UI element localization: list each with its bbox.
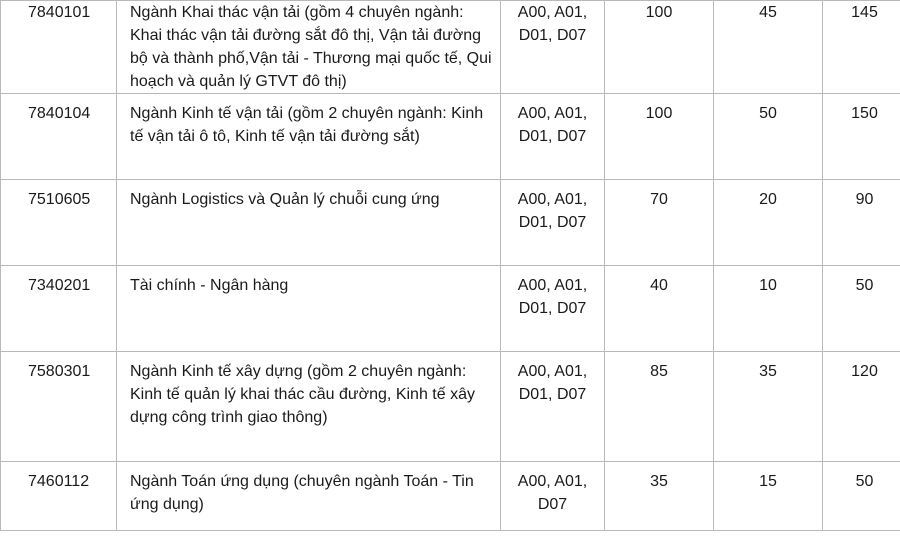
major-name-cell: Tài chính - Ngân hàng [117,266,501,352]
subject-combination-line: A00, A01, [517,473,588,490]
subject-combination-cell [501,266,605,352]
major-code-cell: 7460112 [1,462,117,531]
major-code-cell: 7340201 [1,266,117,352]
quota-cell: 100 [605,1,714,94]
total-quota-cell: 150 [823,94,900,180]
subject-combination-line: D01, D07 [518,386,587,403]
subject-combination-cell [501,352,605,462]
subject-combination-cell [501,462,605,531]
subject-combination-line: A00, A01, [517,277,588,294]
total-quota-cell: 145 [823,1,900,94]
subject-combination-line: D01, D07 [518,214,587,231]
subject-combination-cell [501,1,605,94]
subject-combination-line: A00, A01, [517,4,588,21]
subject-combination-line: A00, A01, [517,105,588,122]
quota-cell: 50 [714,94,823,180]
quota-cell: 85 [605,352,714,462]
major-code-cell: 7510605 [1,180,117,266]
major-name-cell: Ngành Toán ứng dụng (chuyên ngành Toán - Tin ứng dụng) [117,462,501,531]
table-row [1,266,900,352]
subject-combination-cell [501,180,605,266]
major-name-cell: Ngành Kinh tế vận tải (gồm 2 chuyên ngành: Kinh tế vận tải ô tô, Kinh tế vận tải đường sắt) [117,94,501,180]
table-row [1,352,900,462]
subject-combination-line: D01, D07 [518,128,587,145]
quota-cell: 70 [605,180,714,266]
major-name-cell: Ngành Khai thác vận tải (gồm 4 chuyên ngành: Khai thác vận tải đường sắt đô thị, Vận tải đường bộ và thành phố,Vận tải - Thương mại quốc tế, Qui hoạch và quản lý GTVT đô thị) [117,1,501,94]
table-row [1,1,900,94]
quota-cell: 15 [714,462,823,531]
table-row [1,180,900,266]
total-quota-cell: 120 [823,352,900,462]
subject-combination-line: D01, D07 [518,27,587,44]
major-code-cell: 7840104 [1,94,117,180]
quota-cell: 20 [714,180,823,266]
total-quota-cell: 50 [823,266,900,352]
quota-cell: 45 [714,1,823,94]
major-code-cell: 7580301 [1,352,117,462]
quota-cell: 10 [714,266,823,352]
subject-combination-line: D07 [537,496,568,513]
quota-cell: 100 [605,94,714,180]
subject-combination-cell [501,94,605,180]
quota-cell: 35 [714,352,823,462]
quota-cell: 40 [605,266,714,352]
total-quota-cell: 50 [823,462,900,531]
major-name-cell: Ngành Kinh tế xây dựng (gồm 2 chuyên ngành: Kinh tế quản lý khai thác cầu đường, Kinh tế xây dựng công trình giao thông) [117,352,501,462]
quota-cell: 35 [605,462,714,531]
major-name-cell: Ngành Logistics và Quản lý chuỗi cung ứng [117,180,501,266]
subject-combination-line: D01, D07 [518,300,587,317]
total-quota-cell: 90 [823,180,900,266]
table-row [1,462,900,531]
table-row [1,94,900,180]
subject-combination-line: A00, A01, [517,363,588,380]
subject-combination-line: A00, A01, [517,191,588,208]
major-code-cell: 7840101 [1,1,117,94]
